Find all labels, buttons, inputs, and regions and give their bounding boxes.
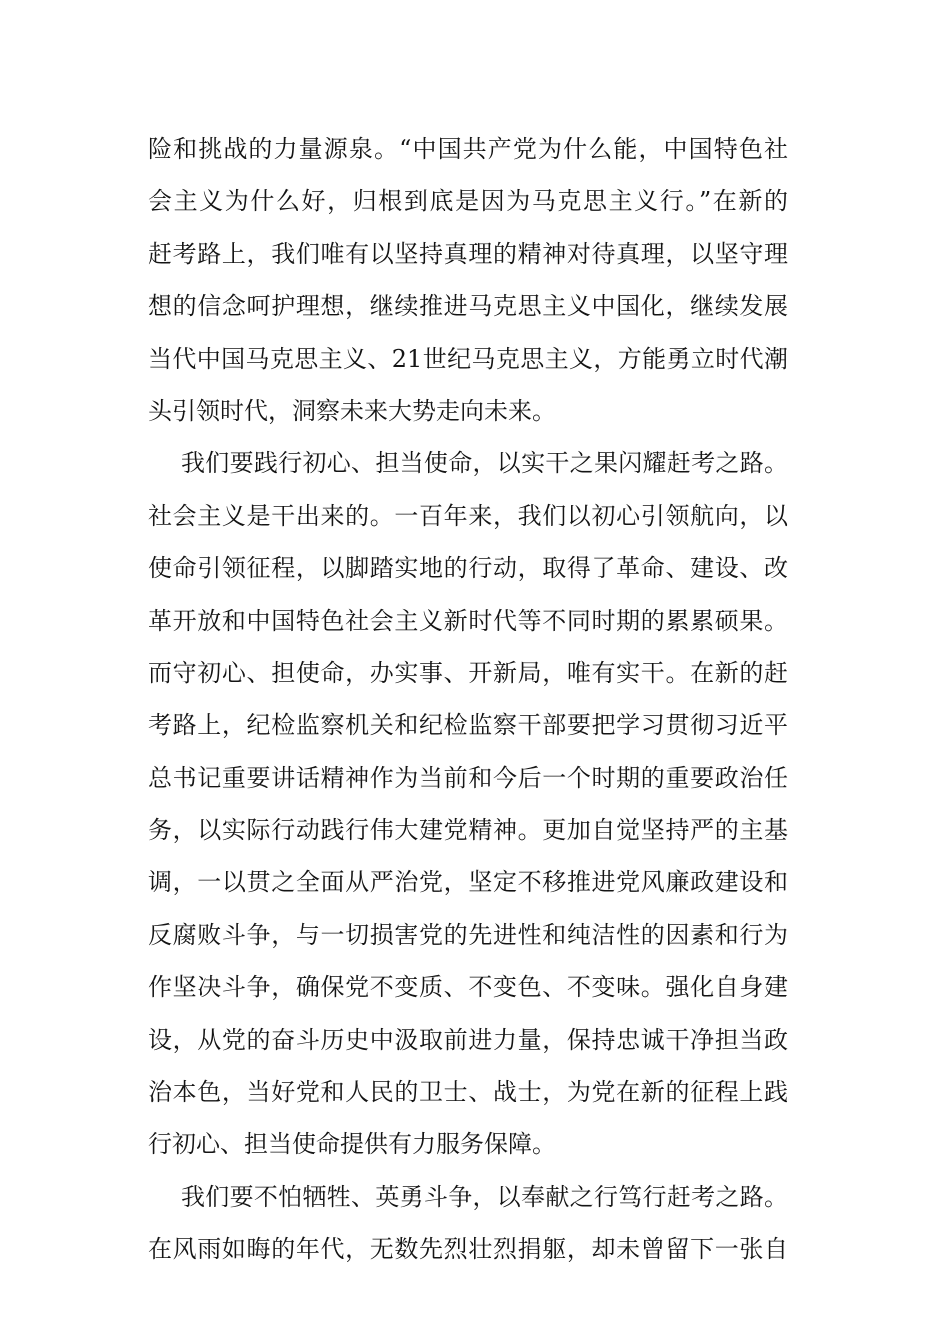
document-body (148, 123, 788, 1276)
text-line: 总书记重要讲话精神作为当前和今后一个时期的重要政治任 (148, 763, 788, 792)
text-line: 头引领时代，洞察未来大势走向未来。 (148, 396, 556, 425)
text-line: 而守初心、担使命，办实事、开新局，唯有实干。在新的赶 (148, 658, 788, 687)
text-line: 设，从党的奋斗历史中汲取前进力量，保持忠诚干净担当政 (148, 1025, 788, 1054)
text-line: 作坚决斗争，确保党不变质、不变色、不变味。强化自身建 (148, 973, 788, 1002)
text-line: 在风雨如晦的年代，无数先烈壮烈捐躯，却未曾留下一张自 (148, 1235, 788, 1264)
text-line: 调，一以贯之全面从严治党，坚定不移推进党风廉政建设和 (148, 868, 788, 897)
text-line: 社会主义是干出来的。一百年来，我们以初心引领航向，以 (148, 501, 788, 530)
text-line: 赶考路上，我们唯有以坚持真理的精神对待真理，以坚守理 (148, 239, 788, 268)
text-line: 险和挑战的力量源泉。“中国共产党为什么能，中国特色社 (148, 135, 788, 163)
text-line: 务，以实际行动践行伟大建党精神。更加自觉坚持严的主基 (148, 816, 788, 845)
text-line: 治本色，当好党和人民的卫士、战士，为党在新的征程上践 (148, 1078, 788, 1107)
text-line: 当代中国马克思主义、21世纪马克思主义，方能勇立时代潮 (148, 344, 788, 373)
text-line: 革开放和中国特色社会主义新时代等不同时期的累累硕果。 (148, 606, 788, 635)
text-line: 考路上，纪检监察机关和纪检监察干部要把学习贯彻习近平 (148, 711, 788, 740)
text-line: 会主义为什么好，归根到底是因为马克思主义行。”在新的 (148, 187, 788, 216)
text-line: 我们要践行初心、担当使命，以实干之果闪耀赶考之路。 (181, 449, 788, 478)
text-line: 想的信念呵护理想，继续推进马克思主义中国化，继续发展 (148, 292, 788, 321)
text-line: 反腐败斗争，与一切损害党的先进性和纯洁性的因素和行为 (148, 920, 788, 949)
text-line: 我们要不怕牺牲、英勇斗争，以奉献之行笃行赶考之路。 (181, 1182, 788, 1211)
text-line: 行初心、担当使命提供有力服务保障。 (148, 1130, 556, 1159)
text-line: 使命引领征程，以脚踏实地的行动，取得了革命、建设、改 (148, 554, 788, 583)
